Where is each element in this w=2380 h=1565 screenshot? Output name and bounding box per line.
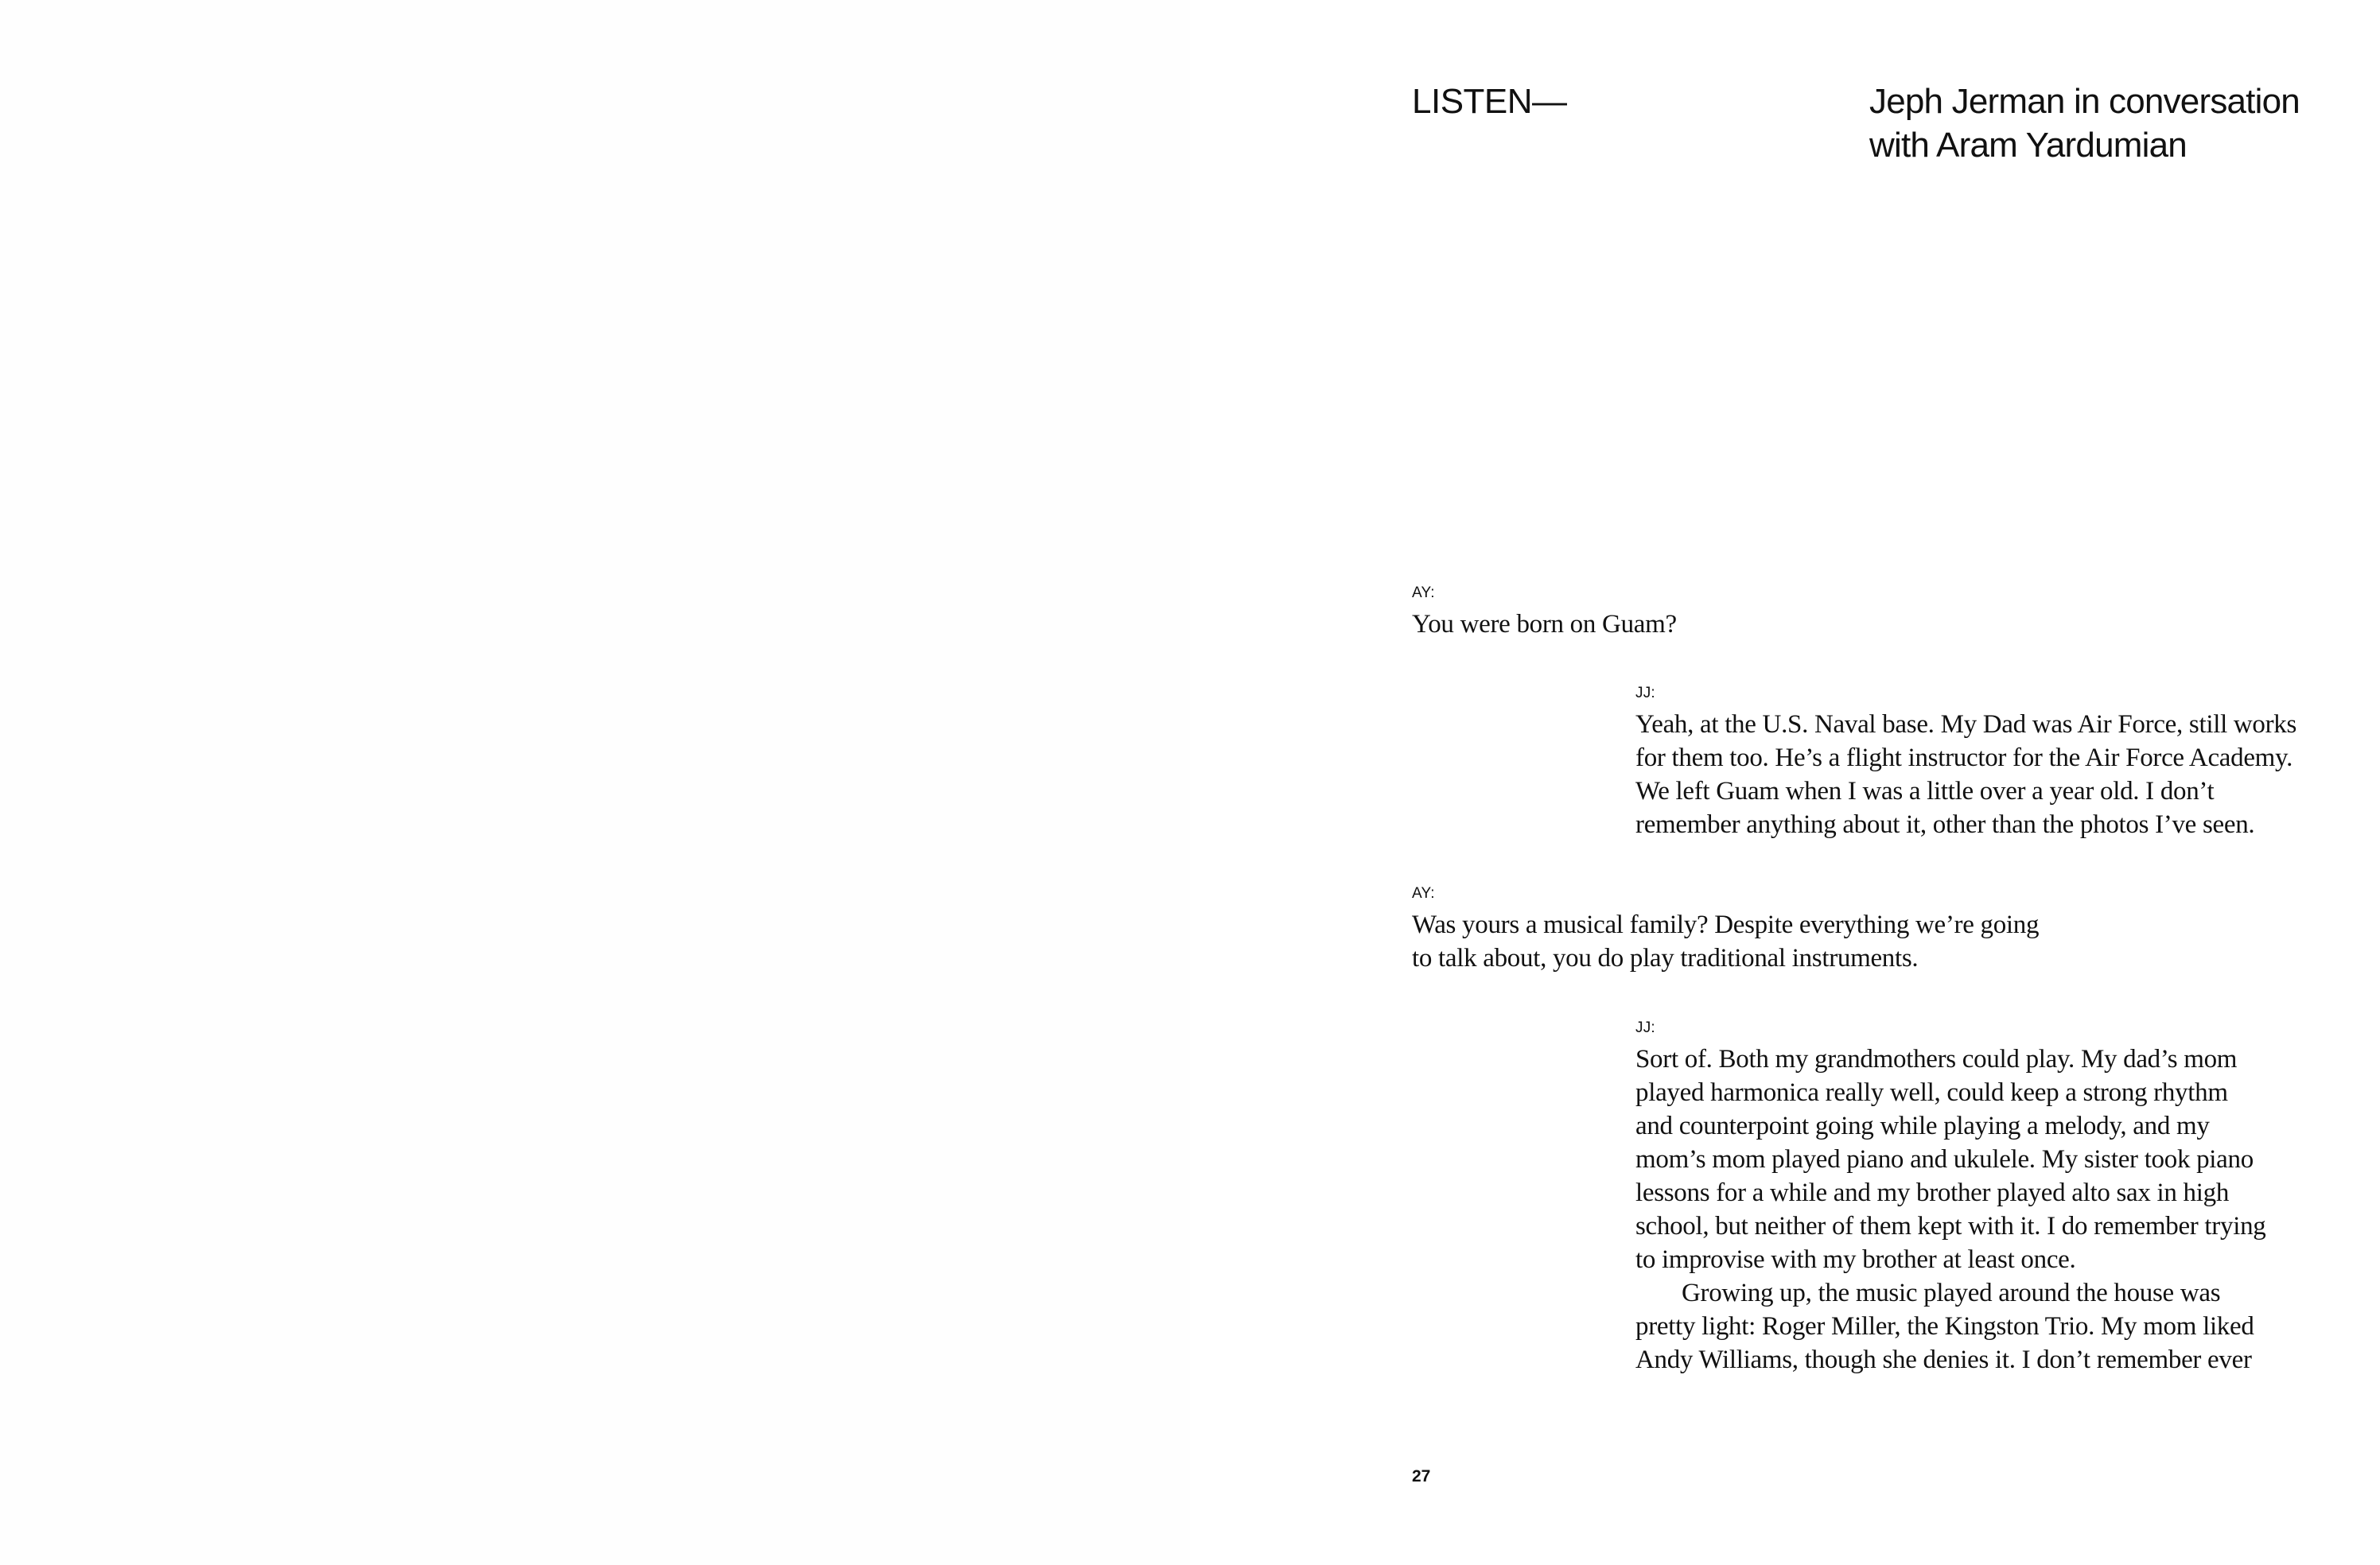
text-line: to talk about, you do play traditional instruments.: [1412, 944, 1919, 973]
right-page: [1190, 0, 2380, 1565]
text-line: mom’s mom played piano and ukulele. My sister took piano: [1635, 1145, 2254, 1174]
utterance-text: [1412, 908, 2039, 975]
exchange-jj-answer-2: [1635, 1019, 2265, 1377]
speaker-label: JJ:: [1635, 685, 1655, 701]
text-line: Was yours a musical family? Despite everything we’re going: [1412, 911, 2040, 939]
text-line: You were born on Guam?: [1412, 610, 1677, 639]
exchange-jj-answer-1: [1635, 684, 2296, 841]
article-title-line-2: with Aram Yardumian: [1869, 126, 2187, 165]
article-title: [1869, 80, 2362, 167]
text-line: played harmonica really well, could keep a strong rhythm: [1635, 1078, 2228, 1107]
text-line: remember anything about it, other than the photos I’ve seen.: [1635, 810, 2255, 839]
text-line: for them too. He’s a flight instructor for the Air Force Academy.: [1635, 744, 2293, 772]
text-line: Sort of. Both my grandmothers could play. My dad’s mom: [1635, 1045, 2238, 1074]
text-line: and counterpoint going while playing a melody, and my: [1635, 1112, 2210, 1140]
paragraph-indented-line: Growing up, the music played around the house was: [1682, 1279, 2221, 1307]
text-line: Andy Williams, though she denies it. I don’t remember ever: [1635, 1346, 2252, 1374]
text-line: Yeah, at the U.S. Naval base. My Dad was Air Force, still works: [1635, 710, 2297, 739]
speaker-label: AY:: [1412, 584, 1435, 601]
exchange-ay-question-2: [1412, 884, 2039, 975]
utterance-text: [1635, 1043, 2265, 1377]
text-line: We left Guam when I was a little over a year old. I don’t: [1635, 777, 2215, 806]
exchange-ay-question-1: [1412, 584, 1677, 641]
text-line: school, but neither of them kept with it. I do remember trying: [1635, 1212, 2266, 1241]
utterance-text: [1412, 608, 1677, 641]
article-title-line-1: Jeph Jerman in conversation: [1869, 82, 2300, 121]
page-number: 27: [1412, 1467, 1431, 1485]
text-line: to improvise with my brother at least once.: [1635, 1245, 2076, 1274]
text-line: lessons for a while and my brother played alto sax in high: [1635, 1179, 2230, 1207]
speaker-label: AY:: [1412, 885, 1435, 902]
text-line: pretty light: Roger Miller, the Kingston Trio. My mom liked: [1635, 1312, 2254, 1341]
section-title: LISTEN—: [1412, 82, 1567, 121]
speaker-label: JJ:: [1635, 1019, 1655, 1036]
utterance-text: [1635, 708, 2296, 841]
